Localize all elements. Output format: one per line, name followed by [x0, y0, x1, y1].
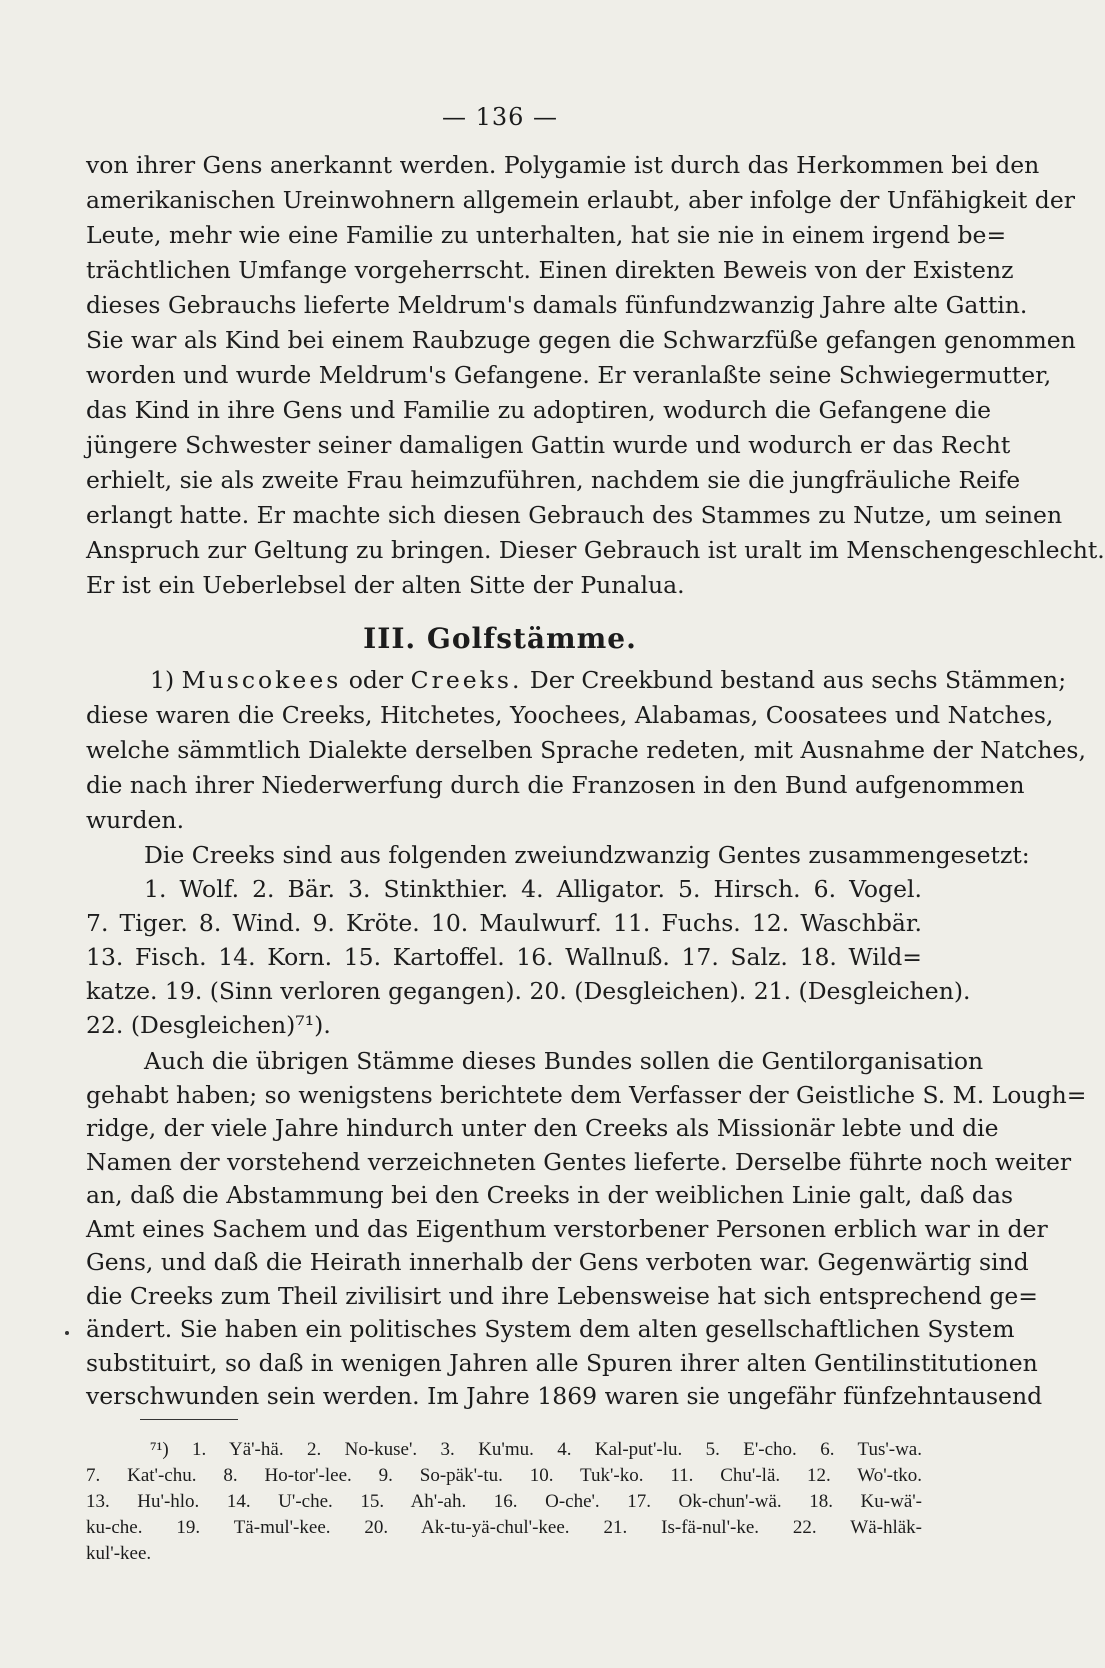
text-line: Sie war als Kind bei einem Raubzuge gegen die Schwarzfüße gefangen genommen	[86, 326, 1076, 354]
intro-text: Der Creekbund bestand aus sechs Stämmen;	[529, 666, 1067, 694]
text-line: welche sämmtlich Dialekte derselben Sprache redeten, mit Ausnahme der Natches,	[86, 736, 1086, 764]
page-number: — 136 —	[441, 103, 559, 131]
text-line: an, daß die Abstammung bei den Creeks in der weiblichen Linie galt, daß das	[86, 1181, 1014, 1209]
gentes-line: 1. Wolf. 2. Bär. 3. Stinkthier. 4. Alligator. 5. Hirsch. 6. Vogel.	[144, 875, 922, 903]
text-line: die nach ihrer Niederwerfung durch die Franzosen in den Bund aufgenommen	[86, 771, 1025, 799]
text-line: das Kind in ihre Gens und Familie zu adoptiren, wodurch die Gefangene die	[86, 396, 991, 424]
gentes-line: 13. Fisch. 14. Korn. 15. Kartoffel. 16. Wallnuß. 17. Salz. 18. Wild=	[86, 943, 922, 971]
footnote-line: ku-che. 19. Tä-mul'-kee. 20. Ak-tu-yä-chul'-kee. 21. Is-fä-nul'-ke. 22. Wä-hläk-	[86, 1517, 922, 1538]
text-line: die Creeks zum Theil zivilisirt und ihre Lebensweise hat sich entsprechend ge=	[86, 1281, 1038, 1310]
tribe-name-alt: Creeks.	[410, 666, 523, 694]
footnote-line: ⁷¹) 1. Yä'-hä. 2. No-kuse'. 3. Ku'mu. 4. Kal-put'-lu. 5. E'-cho. 6. Tus'-wa.	[150, 1439, 922, 1460]
text-line: verschwunden sein werden. Im Jahre 1869 waren sie ungefähr fünfzehntausend	[86, 1382, 1043, 1410]
footnote-line: 7. Kat'-chu. 8. Ho-tor'-lee. 9. So-päk'-tu. 10. Tuk'-ko. 11. Chu'-lä. 12. Wo'-tko.	[86, 1465, 922, 1486]
text-line: erhielt, sie als zweite Frau heimzuführen, nachdem sie die jungfräuliche Reife	[86, 466, 1021, 494]
footnote-line: kul'-kee.	[86, 1543, 152, 1564]
text-line: ändert. Sie haben ein politisches System dem alten gesellschaftlichen System	[86, 1315, 1015, 1343]
text-line: gehabt haben; so wenigstens berichtete dem Verfasser der Geistliche S. M. Lough=	[86, 1080, 1087, 1109]
text-line: Gens, und daß die Heirath innerhalb der Gens verboten war. Gegenwärtig sind	[86, 1248, 1029, 1276]
text-line: erlangt hatte. Er machte sich diesen Gebrauch des Stammes zu Nutze, um seinen	[86, 501, 1063, 529]
text-line: dieses Gebrauchs lieferte Meldrum's damals fünfundzwanzig Jahre alte Gattin.	[86, 291, 1028, 319]
footnote-line: 13. Hu'-hlo. 14. U'-che. 15. Ah'-ah. 16. O-che'. 17. Ok-chun'-wä. 18. Ku-wä'-	[86, 1491, 922, 1512]
connector-word: oder	[348, 666, 404, 694]
section-heading: III. Golfstämme.	[363, 622, 637, 655]
section-number: 1)	[150, 666, 175, 694]
section-intro-line	[150, 663, 1067, 697]
text-line: Leute, mehr wie eine Familie zu unterhalten, hat sie nie in einem irgend be=	[86, 221, 1007, 249]
text-line: amerikanischen Ureinwohnern allgemein erlaubt, aber infolge der Unfähigkeit der	[86, 186, 1075, 214]
footnote-rule	[140, 1419, 238, 1420]
text-line: trächtlichen Umfange vorgeherrscht. Einen direkten Beweis von der Existenz	[86, 256, 1014, 284]
text-line: ridge, der viele Jahre hindurch unter den Creeks als Missionär lebte und die	[86, 1114, 999, 1142]
text-line: Namen der vorstehend verzeichneten Gentes lieferte. Derselbe führte noch weiter	[86, 1147, 1072, 1176]
tribe-name: Muscokees	[181, 666, 342, 694]
text-line: jüngere Schwester seiner damaligen Gattin wurde und wodurch er das Recht	[86, 431, 1011, 459]
text-line: worden und wurde Meldrum's Gefangene. Er veranlaßte seine Schwiegermutter,	[86, 361, 1052, 389]
text-line: Auch die übrigen Stämme dieses Bundes sollen die Gentilorganisation	[144, 1047, 984, 1075]
gentes-intro: Die Creeks sind aus folgenden zweiundzwanzig Gentes zusammengesetzt:	[144, 841, 1030, 869]
gentes-line: 7. Tiger. 8. Wind. 9. Kröte. 10. Maulwurf. 11. Fuchs. 12. Waschbär.	[86, 909, 922, 937]
gentes-line: katze. 19. (Sinn verloren gegangen). 20. (Desgleichen). 21. (Desgleichen).	[86, 977, 971, 1005]
text-line: diese waren die Creeks, Hitchetes, Yoochees, Alabamas, Coosatees und Natches,	[86, 701, 1054, 729]
text-line: von ihrer Gens anerkannt werden. Polygamie ist durch das Herkommen bei den	[86, 151, 1040, 179]
text-line: Amt eines Sachem und das Eigenthum verstorbener Personen erblich war in der	[86, 1214, 1048, 1243]
text-line: substituirt, so daß in wenigen Jahren alle Spuren ihrer alten Gentilinstitutionen	[86, 1348, 1038, 1377]
text-line: wurden.	[86, 806, 185, 834]
gentes-line: 22. (Desgleichen)⁷¹).	[86, 1011, 331, 1039]
text-line: Anspruch zur Geltung zu bringen. Dieser Gebrauch ist uralt im Menschengeschlecht.	[86, 536, 1105, 564]
text-line: Er ist ein Ueberlebsel der alten Sitte der Punalua.	[86, 571, 685, 599]
ink-speck	[65, 1331, 69, 1335]
